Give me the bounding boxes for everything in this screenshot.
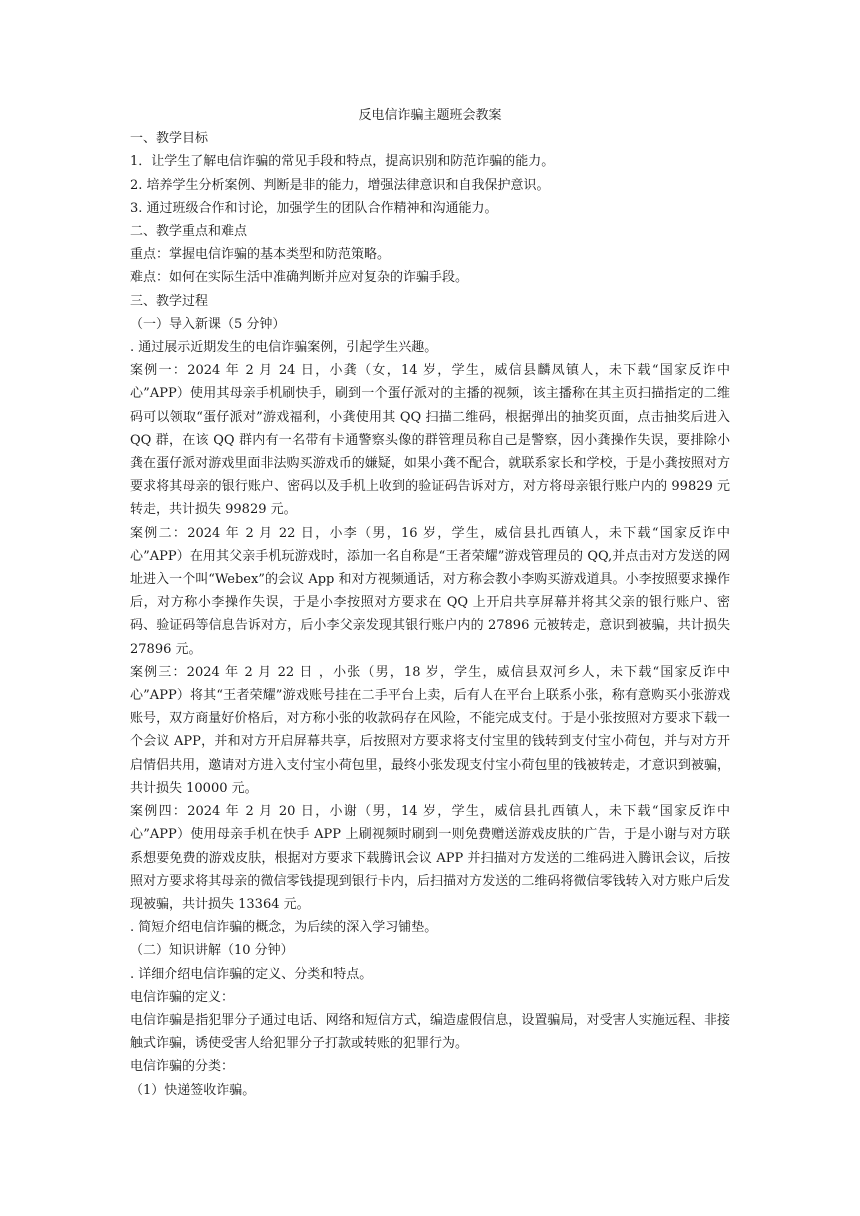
section-heading-focus: 二、教学重点和难点 <box>130 224 248 240</box>
outro-paragraph: . 简短介绍电信诈骗的概念，为后续的深入学习铺垫。 <box>130 920 438 936</box>
objective-item-1: 1．让学生了解电信诈骗的常见手段和特点，提高识别和防范诈骗的能力。 <box>130 154 555 170</box>
focus-text: 重点：掌握电信诈骗的基本类型和防范策略。 <box>130 247 391 263</box>
document-title: 反电信诈骗主题班会教案 <box>358 108 502 123</box>
definition-text: 电信诈骗是指犯罪分子通过电话、网络和短信方式，编造虚假信息，设置骗局，对受害人实施远程、非接触式诈骗，诱使受害人给犯罪分子打款或转账的犯罪行为。 <box>130 1012 730 1052</box>
difficulty-text: 难点：如何在实际生活中准确判断并应对复杂的诈骗手段。 <box>130 270 469 286</box>
type-item-1: （1）快递签收诈骗。 <box>130 1082 256 1098</box>
section-heading-objectives: 一、教学目标 <box>130 131 209 147</box>
case-paragraph-2: 案例二：2024 年 2 月 22 日，小李（男，16 岁，学生，威信县扎西镇人，未下载“国家反诈中心”APP）在用其父亲手机玩游戏时，添加一名自称是“王者荣耀”游戏管理员的 QQ,并点击对方发送的网址进入一个叫“Webex”的会议 App 和对方视频通话，对方称会教小李购买游戏道具。小李按照要求操作后，对方称小李操作失误，于是小李按照对方要求在 QQ 上开启共享屏幕并将其父亲的银行账户、密码、验证码等信息告诉对方，后小李父亲发现其银行账户内的 27896 元被转走，意识到被骗，共计损失 27896 元。 <box>130 525 730 657</box>
subsection-heading-knowledge: （二）知识讲解（10 分钟） <box>130 943 294 959</box>
document-page <box>130 104 730 1102</box>
case-paragraph-1: 案例一：2024 年 2 月 24 日，小龚（女，14 岁，学生，威信县麟凤镇人，未下载“国家反诈中心”APP）使用其母亲手机刷快手，刷到一个蛋仔派对的主播的视频，该主播称在其主页扫描指定的二维码可以领取“蛋仔派对”游戏福利，小龚使用其 QQ 扫描二维码，根据弹出的抽奖页面，点击抽奖后进入 QQ 群，在该 QQ 群内有一名带有卡通警察头像的群管理员称自己是警察，因小龚操作失误，要排除小龚在蛋仔派对游戏里面非法购买游戏币的嫌疑，如果小龚不配合，就联系家长和学校，于是小龚按照对方要求将其母亲的银行账户、密码以及手机上收到的验证码告诉对方，对方将母亲银行账户内的 99829 元转走，共计损失 99829 元。 <box>130 363 730 518</box>
section-heading-process: 三、教学过程 <box>130 293 209 309</box>
objective-item-2: 2. 培养学生分析案例、判断是非的能力，增强法律意识和自我保护意识。 <box>130 177 550 193</box>
subsection-heading-intro: （一）导入新课（5 分钟） <box>130 316 286 332</box>
objective-item-3: 3. 通过班级合作和讨论，加强学生的团队合作精神和沟通能力。 <box>130 200 498 216</box>
definition-label: 电信诈骗的定义： <box>130 989 235 1005</box>
knowledge-intro: . 详细介绍电信诈骗的定义、分类和特点。 <box>130 966 373 982</box>
case-paragraph-3: 案例三：2024 年 2 月 22 日 ，小张（男，18 岁，学生，威信县双河乡人，未下载“国家反诈中心”APP）将其“王者荣耀”游戏账号挂在二手平台上卖，后有人在平台上联系小张，称有意购买小张游戏账号，双方商量好价格后，对方称小张的收款码存在风险，不能完成支付。于是小张按照对方要求下载一个会议 APP，并和对方开启屏幕共享，后按照对方要求将支付宝里的钱转到支付宝小荷包，并与对方开启情侣共用，邀请对方进入支付宝小荷包里，最终小张发现支付宝小荷包里的钱被转走，才意识到被骗，共计损失 10000 元。 <box>130 664 730 796</box>
types-label: 电信诈骗的分类： <box>130 1059 235 1075</box>
case-paragraph-4: 案例四：2024 年 2 月 20 日，小谢（男，14 岁，学生，威信县扎西镇人，未下载“国家反诈中心”APP）使用母亲手机在快手 APP 上刷视频时刷到一则免费赠送游戏皮肤的广告，于是小谢与对方联系想要免费的游戏皮肤，根据对方要求下载腾讯会议 APP 并扫描对方发送的二维码进入腾讯会议，后按照对方要求将其母亲的微信零钱提现到银行卡内，后扫描对方发送的二维码将微信零钱转入对方账户后发现被骗，共计损失 13364 元。 <box>130 804 730 912</box>
intro-paragraph: . 通过展示近期发生的电信诈骗案例，引起学生兴趣。 <box>130 340 438 356</box>
